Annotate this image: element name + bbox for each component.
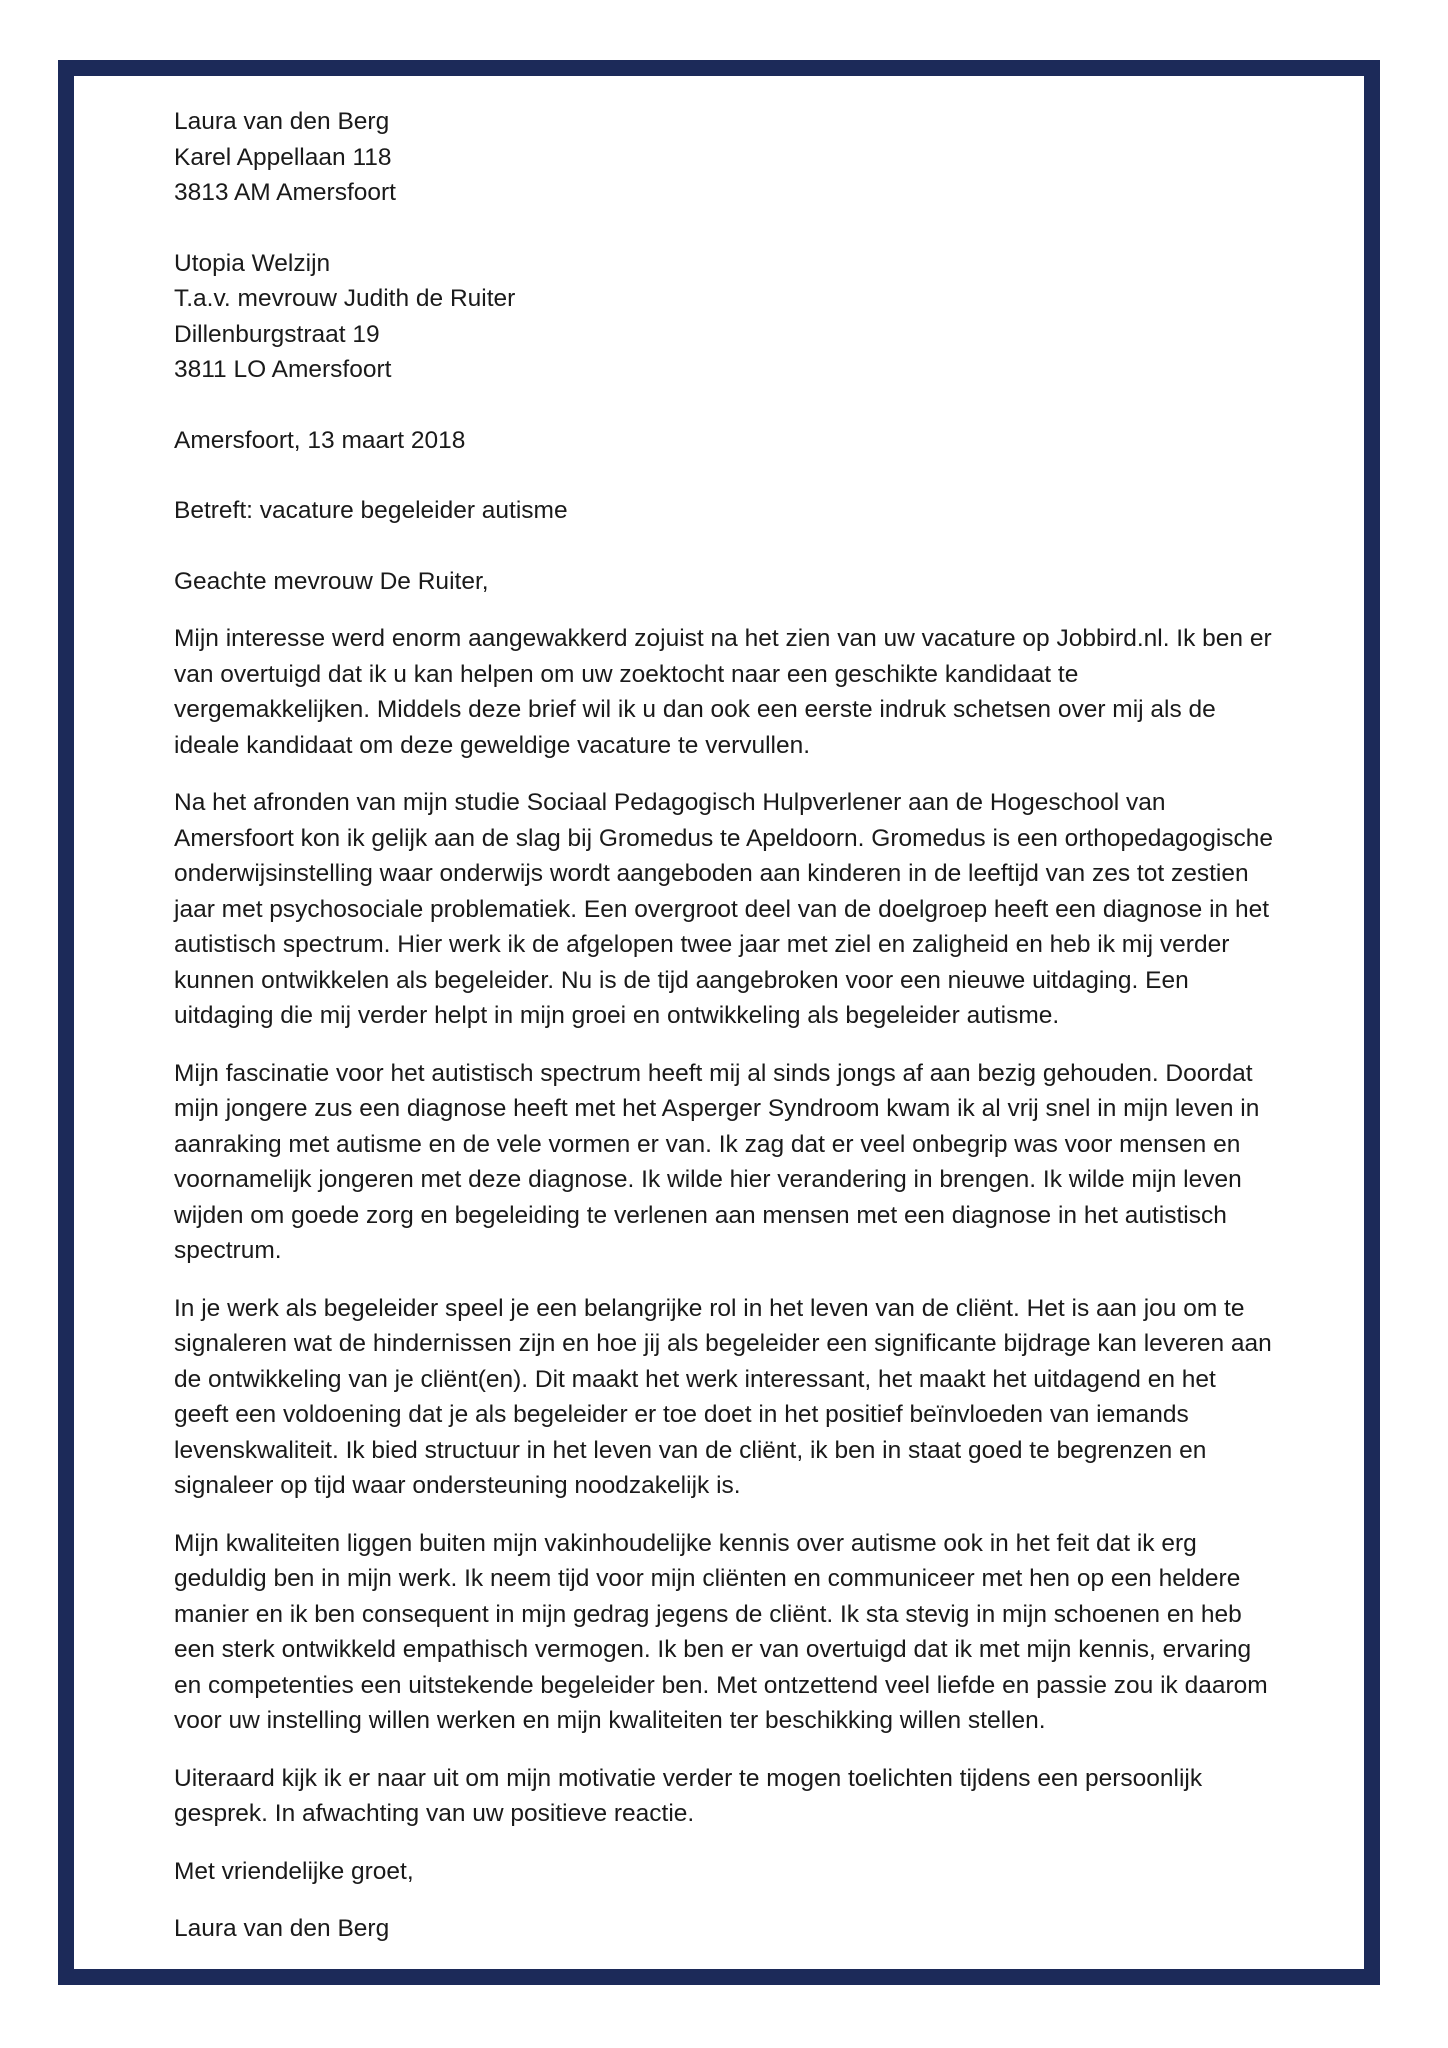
sender-address bbox=[174, 104, 1304, 211]
recipient-organization: Utopia Welzijn bbox=[174, 249, 331, 277]
paragraph-4: In je werk als begeleider speel je een belangrijke rol in het leven van de cliënt. Het is aan jou om te signaleren wat de hindernissen zijn en hoe jij als begeleider een significante bijdrage kan leveren aan de ontwikkeling van je cliënt(en). Dit maakt het werk interessant, het maakt het uitdagend en het geeft een voldoening dat je als begeleider er toe doet in het positief beïnvloeden van iemands levenskwaliteit. Ik bied structuur in het leven van de cliënt, ik ben in staat goed te begrenzen en signaleer op tijd waar ondersteuning noodzakelijk is. bbox=[174, 1294, 1272, 1499]
letter-body bbox=[174, 621, 1304, 1947]
sender-street: Karel Appellaan 118 bbox=[174, 143, 392, 171]
paragraph-1: Mijn interesse werd enorm aangewakkerd zojuist na het zien van uw vacature op Jobbird.nl. Ik ben er van overtuigd dat ik u kan helpen om uw zoektocht naar een geschikte kandidaat te vergemakkelijken. Middels deze brief wil ik u dan ook een eerste indruk schetsen over mij als de ideale kandidaat om deze geweldige vacature te vervullen. bbox=[174, 625, 1272, 759]
salutation: Geachte mevrouw De Ruiter, bbox=[174, 567, 489, 595]
letter-date: Amersfoort, 13 maart 2018 bbox=[174, 426, 466, 454]
letter-subject: Betreft: vacature begeleider autisme bbox=[174, 497, 568, 524]
signature: Laura van den Berg bbox=[174, 1915, 390, 1942]
paragraph-5: Mijn kwaliteiten liggen buiten mijn vakinhoudelijke kennis over autisme ook in het feit dat ik erg geduldig ben in mijn werk. Ik neem tijd voor mijn cliënten en communiceer met hen op een heldere manier en ik ben consequent in mijn gedrag jegens de cliënt. Ik sta stevig in mijn schoenen en heb een sterk ontwikkeld empathisch vermogen. Ik ben er van overtuigd dat ik met mijn kennis, ervaring en competenties een uitstekende begeleider ben. Met ontzettend veel liefde en passie zou ik daarom voor uw instelling willen werken en mijn kwaliteiten ter beschikking willen stellen. bbox=[174, 1529, 1268, 1734]
recipient-attention: T.a.v. mevrouw Judith de Ruiter bbox=[174, 285, 516, 312]
closing: Met vriendelijke groet, bbox=[174, 1857, 414, 1885]
sender-city: 3813 AM Amersfoort bbox=[174, 179, 396, 206]
recipient-street: Dillenburgstraat 19 bbox=[174, 320, 380, 348]
sender-name: Laura van den Berg bbox=[174, 108, 390, 135]
paragraph-2: Na het afronden van mijn studie Sociaal Pedagogisch Hulpverlener aan de Hogeschool van Amersfoort kon ik gelijk aan de slag bij Gromedus te Apeldoorn. Gromedus is een orthopedagogische onderwijsinstelling waar onderwijs wordt aangeboden aan kinderen in de leeftijd van zes tot zestien jaar met psychosociale problematiek. Een overgroot deel van de doelgroep heeft een diagnose in het autistisch spectrum. Hier werk ik de afgelopen twee jaar met ziel en zaligheid en heb ik mij verder kunnen ontwikkelen als begeleider. Nu is de tijd aangebroken voor een nieuwe uitdaging. Een uitdaging die mij verder helpt in mijn groei en ontwikkeling als begeleider autisme. bbox=[174, 789, 1274, 1029]
letter bbox=[174, 104, 1304, 1947]
paragraph-6: Uiteraard kijk ik er naar uit om mijn motivatie verder te mogen toelichten tijdens een persoonlijk gesprek. In afwachting van uw positieve reactie. bbox=[174, 1764, 1203, 1827]
recipient-city: 3811 LO Amersfoort bbox=[174, 356, 392, 383]
recipient-address bbox=[174, 246, 1304, 388]
paragraph-3: Mijn fascinatie voor het autistisch spectrum heeft mij al sinds jongs af aan bezig gehouden. Doordat mijn jongere zus een diagnose heeft met het Asperger Syndroom kwam ik al vrij snel in mijn leven in aanraking met autisme en de vele vormen er van. Ik zag dat er veel onbegrip was voor mensen en voornamelijk jongeren met deze diagnose. Ik wilde hier verandering in brengen. Ik wilde mijn leven wijden om goede zorg en begeleiding te verlenen aan mensen met een diagnose in het autistisch spectrum. bbox=[174, 1059, 1260, 1264]
